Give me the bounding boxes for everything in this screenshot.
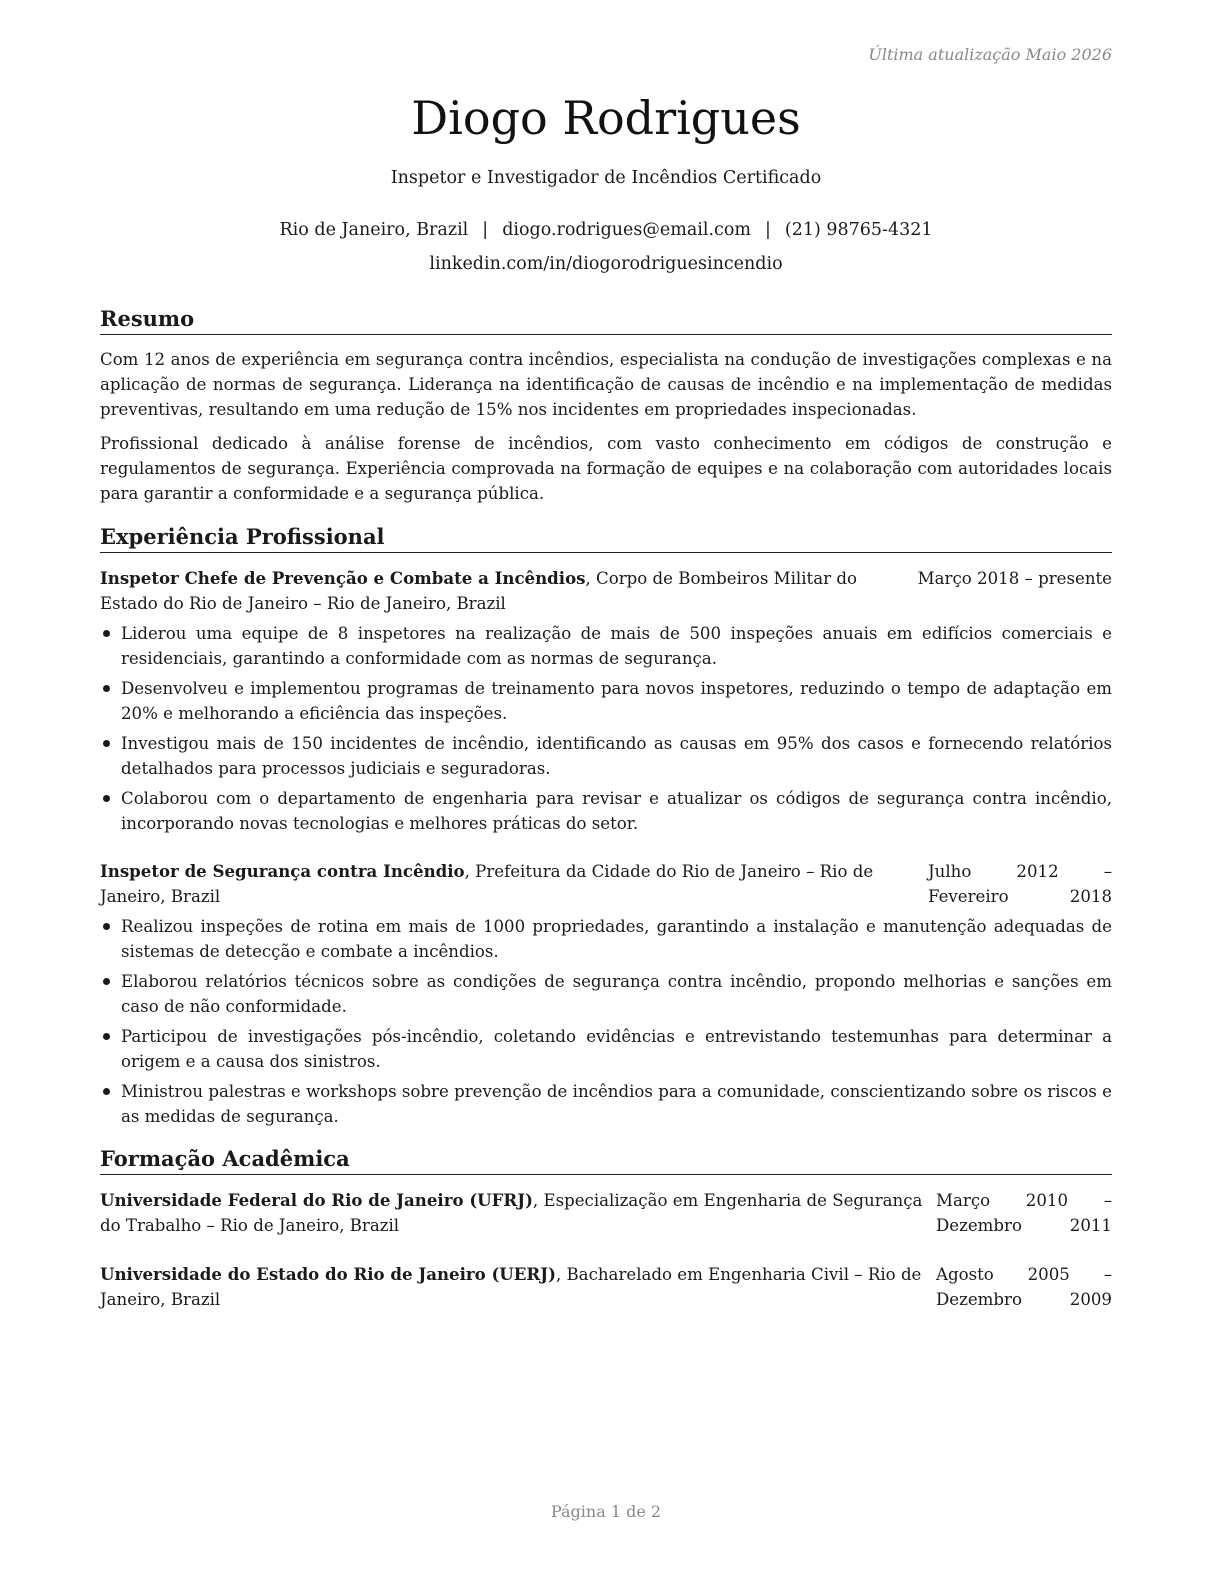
candidate-name: Diogo Rodrigues: [411, 91, 801, 145]
list-item: Investigou mais de 150 incidentes de incêndio, identificando as causas em 95% dos casos e fornecendo relatórios detalhados para processos judiciais e seguradoras.: [100, 731, 1112, 781]
job-dates: Julho 2012 – Fevereiro 2018: [928, 862, 1112, 906]
summary-paragraph: Com 12 anos de experiência em segurança contra incêndios, especialista na condução de investigações complexas e na aplicação de normas de segurança. Liderança na identificação de causas de incêndio e na implementação de medidas preventivas, resultando em uma redução de 15% nos incidentes em propriedades inspecionadas.: [100, 350, 1112, 419]
bullet-icon: [103, 630, 110, 637]
job-org: , Corpo de Bombeiros Militar do Estado do Rio de Janeiro – Rio de Janeiro, Brazil: [100, 569, 857, 613]
bullet-icon: [103, 685, 110, 692]
phone: (21) 98765-4321: [784, 220, 933, 240]
school-name: Universidade Federal do Rio de Janeiro (UFRJ): [100, 1190, 533, 1210]
bullet-icon: [103, 1088, 110, 1095]
list-item: Participou de investigações pós-incêndio, coletando evidências e entrevistando testemunhas para determinar a origem e a causa dos sinistros.: [100, 1024, 1112, 1074]
education-entry: [100, 1262, 1112, 1312]
bullet-icon: [103, 1033, 110, 1040]
separator: |: [482, 220, 489, 240]
last-updated: Última atualização Maio 2026: [868, 45, 1112, 64]
section-heading-experience: Experiência Profissional: [100, 523, 1112, 553]
job-header: [100, 859, 1112, 909]
list-item: Elaborou relatórios técnicos sobre as condições de segurança contra incêndio, propondo melhorias e sanções em caso de não conformidade.: [100, 969, 1112, 1019]
bullet-icon: [103, 795, 110, 802]
degree-detail: , Especialização em Engenharia de Segurança do Trabalho – Rio de Janeiro, Brazil: [100, 1191, 923, 1235]
linkedin-link[interactable]: linkedin.com/in/diogorodriguesincendio: [429, 254, 783, 274]
section-heading-summary: Resumo: [100, 305, 1112, 335]
job-bullets: [100, 914, 1112, 1134]
education-dates: Agosto 2005 – Dezembro 2009: [936, 1265, 1112, 1309]
job-org: , Prefeitura da Cidade do Rio de Janeiro – Rio de Janeiro, Brazil: [100, 862, 874, 906]
education-dates: Março 2010 – Dezembro 2011: [936, 1191, 1112, 1235]
candidate-title: Inspetor e Investigador de Incêndios Certificado: [390, 168, 822, 188]
school-name: Universidade do Estado do Rio de Janeiro (UERJ): [100, 1264, 556, 1284]
list-item: Desenvolveu e implementou programas de treinamento para novos inspetores, reduzindo o tempo de adaptação em 20% e melhorando a eficiência das inspeções.: [100, 676, 1112, 726]
list-item: Colaborou com o departamento de engenharia para revisar e atualizar os códigos de segurança contra incêndio, incorporando novas tecnologias e melhores práticas do setor.: [100, 786, 1112, 836]
contact-line: [100, 220, 1112, 240]
email-link[interactable]: diogo.rodrigues@email.com: [502, 220, 751, 240]
location: Rio de Janeiro, Brazil: [279, 220, 469, 240]
job-bullets: [100, 621, 1112, 841]
list-item: Ministrou palestras e workshops sobre prevenção de incêndios para a comunidade, conscientizando sobre os riscos e as medidas de segurança.: [100, 1079, 1112, 1129]
education-entry: [100, 1188, 1112, 1238]
resume-page: [100, 0, 1112, 1584]
page-number: Página 1 de 2: [550, 1502, 662, 1521]
list-item: Liderou uma equipe de 8 inspetores na realização de mais de 500 inspeções anuais em edifícios comerciais e residenciais, garantindo a conformidade com as normas de segurança.: [100, 621, 1112, 671]
section-heading-education: Formação Acadêmica: [100, 1145, 1112, 1175]
bullet-icon: [103, 978, 110, 985]
job-title: Inspetor de Segurança contra Incêndio: [100, 861, 465, 881]
job-title: Inspetor Chefe de Prevenção e Combate a Incêndios: [100, 568, 586, 588]
bullet-icon: [103, 740, 110, 747]
job-header: [100, 566, 1112, 616]
summary-paragraph: Profissional dedicado à análise forense de incêndios, com vasto conhecimento em códigos de construção e regulamentos de segurança. Experiência comprovada na formação de equipes e na colaboração com autoridades locais para garantir a conformidade e a segurança pública.: [100, 434, 1112, 503]
separator: |: [764, 220, 771, 240]
list-item: Realizou inspeções de rotina em mais de 1000 propriedades, garantindo a instalação e manutenção adequadas de sistemas de detecção e combate a incêndios.: [100, 914, 1112, 964]
job-dates: Março 2018 – presente: [917, 569, 1112, 588]
degree-detail: , Bacharelado em Engenharia Civil – Rio de Janeiro, Brazil: [100, 1265, 922, 1309]
bullet-icon: [103, 923, 110, 930]
